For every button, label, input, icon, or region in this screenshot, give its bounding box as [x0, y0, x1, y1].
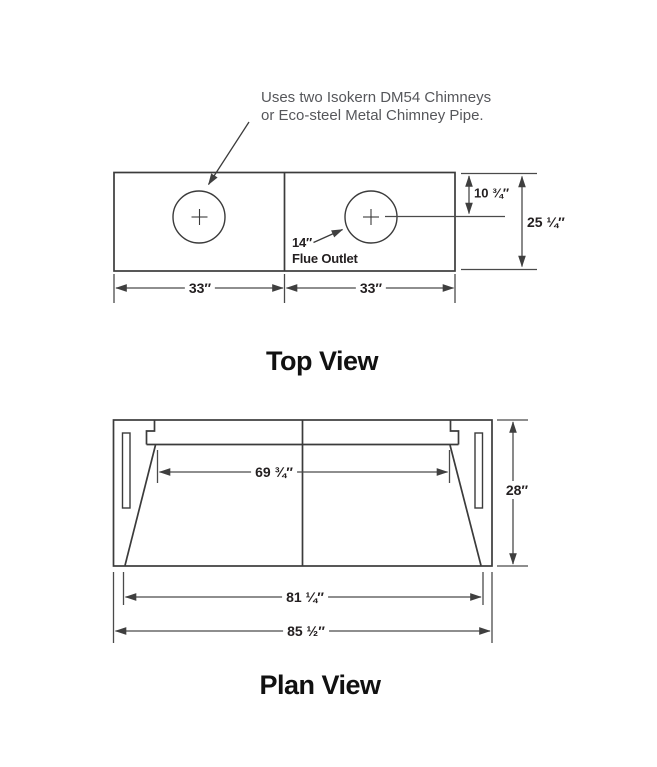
splay-wall-right	[450, 445, 481, 566]
dim-label-25-1-4: 25 ¼″	[527, 214, 565, 230]
flue-name-label: Flue Outlet	[292, 250, 358, 266]
dim-label-69-3-4: 69 ¾″	[251, 463, 297, 481]
dim-label-81-1-4: 81 ¼″	[282, 588, 328, 606]
dim-label-28: 28″	[502, 481, 532, 499]
top-view-drawing	[114, 173, 455, 272]
annotation-line-2: or Eco-steel Metal Chimney Pipe.	[261, 106, 484, 124]
annotation-note	[261, 89, 491, 124]
plan-view-drawing	[114, 420, 493, 566]
lintel-step-right	[451, 420, 459, 445]
plan-view-title: Plan View	[259, 670, 381, 700]
top-view-dimensions	[114, 122, 537, 303]
dim-label-85-1-2: 85 ½″	[283, 622, 329, 640]
top-view-title: Top View	[265, 346, 379, 376]
flue-size-label: 14″	[292, 235, 313, 250]
plan-view-dimensions	[114, 420, 529, 643]
dim-label-33-right: 33″	[356, 279, 386, 297]
annotation-leader-arrow	[209, 122, 250, 185]
lintel-step-left	[147, 420, 155, 445]
side-slot-left	[123, 433, 131, 508]
dim-label-10-3-4: 10 ¾″	[474, 185, 510, 201]
flue-outlet-label	[292, 235, 358, 266]
annotation-line-1: Uses two Isokern DM54 Chimneys	[261, 89, 492, 106]
side-slot-right	[475, 433, 483, 508]
dim-label-33-left: 33″	[185, 279, 215, 297]
